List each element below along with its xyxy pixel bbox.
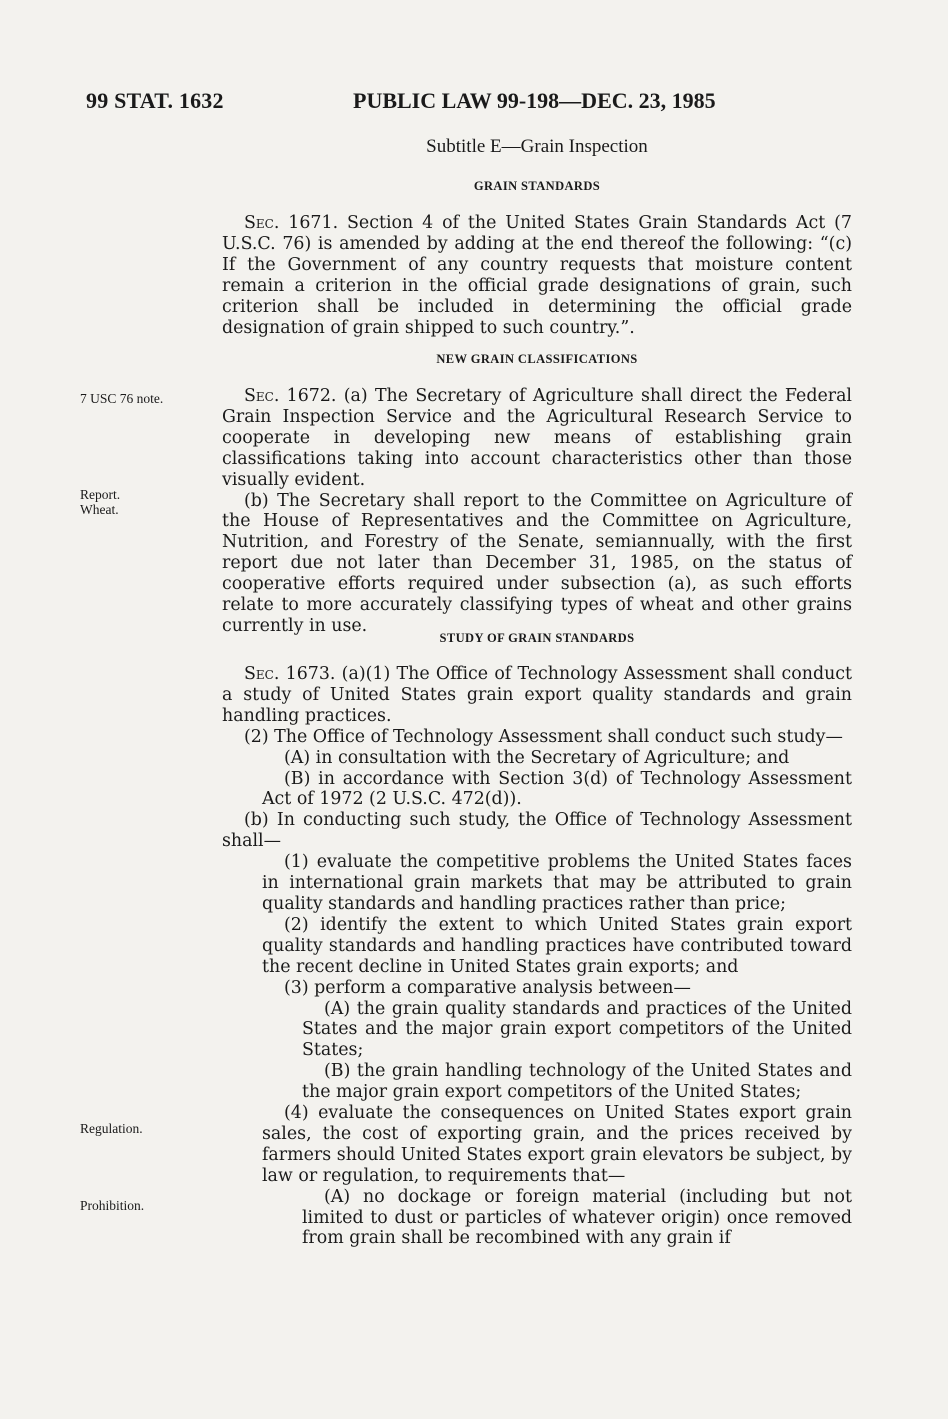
margin-note-usc-76: 7 USC 76 note. (80, 391, 164, 406)
heading-new-grain-classifications: NEW GRAIN CLASSIFICATIONS (436, 352, 638, 366)
sec-1672-b: (b) The Secretary shall report to the Committee on Agriculture of the House of Representatives and the Committee on Agriculture, Nutrition, and Forestry of the Senate, semiannually, with the first report due not later than December 31, 1985, on the status of cooperative efforts required under subsection (a), as such efforts relate to more accurately classifying types of wheat and other grains currently in use. (222, 490, 852, 636)
sec-1673-b2: (2) identify the extent to which United States grain export quality standards and handling practices have contributed toward the recent decline in United States grain exports; and (262, 914, 852, 977)
heading-grain-standards: GRAIN STANDARDS (473, 179, 601, 193)
sec-1673-b3: (3) perform a comparative analysis between— (284, 977, 691, 998)
margin-note-report: Report. (80, 487, 121, 502)
section-1672 (222, 386, 852, 637)
heading-study-of-grain-standards: STUDY OF GRAIN STANDARDS (439, 631, 635, 645)
page-law-title: PUBLIC LAW 99-198—DEC. 23, 1985 (353, 88, 716, 113)
sec-label: Sec. (244, 386, 280, 406)
sec-1671-text: 1671. Section 4 of the United States Grain Standards Act (7 U.S.C. 76) is amended by adding at the end thereof the following: “(c) If the Government of any country requests that moisture content remain a criterion in the official grade designations of grain, such criterion shall be included in determining the official grade designation of grain shipped to such country.”. (222, 213, 852, 338)
sec-1673-a1-text: 1673. (a)(1) The Office of Technology Assessment shall conduct a study of United States grain export quality standards and grain handling practices. (222, 664, 852, 726)
margin-note-prohibition: Prohibition. (80, 1198, 145, 1213)
section-1673 (222, 664, 852, 1249)
sec-1673-a2-B: (B) in accordance with Section 3(d) of Technology Assessment Act of 1972 (2 U.S.C. 472(d)). (262, 768, 852, 810)
sec-1671-paragraph (222, 213, 852, 338)
sec-1673-a2-A: (A) in consultation with the Secretary of Agriculture; and (284, 747, 790, 768)
sec-1673-b3-B: (B) the grain handling technology of the United States and the major grain export competitors of the United States; (302, 1061, 852, 1103)
sec-1673-b1: (1) evaluate the competitive problems the United States faces in international grain markets that may be attributed to grain quality standards and handling practices rather than price; (262, 852, 852, 914)
sec-1673-b4-A: (A) no dockage or foreign material (including but not limited to dust or particles of whatever origin) once removed from grain shall be recombined with any grain if (302, 1186, 852, 1249)
margin-note-wheat: Wheat. (80, 502, 119, 517)
sec-1673-a1 (222, 664, 852, 727)
sec-label: Sec. (244, 664, 280, 684)
sec-1673-b3-A: (A) the grain quality standards and practices of the United States and the major grain export competitors of the United States; (302, 998, 852, 1061)
sec-1673-a2: (2) The Office of Technology Assessment shall conduct such study— (244, 726, 843, 747)
sec-1673-b: (b) In conducting such study, the Office of Technology Assessment shall— (222, 810, 852, 852)
subtitle: Subtitle E—Grain Inspection (426, 136, 648, 157)
margin-note-regulation: Regulation. (80, 1121, 143, 1136)
sec-1673-b4: (4) evaluate the consequences on United States export grain sales, the cost of exporting grain, and the prices received by farmers should United States export grain elevators be subject, by law or regulation, to requirements that— (262, 1103, 852, 1186)
sec-label: Sec. (244, 213, 280, 233)
page-stat-citation: 99 STAT. 1632 (86, 88, 224, 113)
sec-1672-a-text: 1672. (a) The Secretary of Agriculture shall direct the Federal Grain Inspection Service and the Agricultural Research Service to cooperate in developing new means of establishing grain classifications taking into account characteristics other than those visually evident. (222, 386, 852, 490)
section-1671 (222, 213, 852, 338)
sec-1672-a (222, 386, 852, 491)
